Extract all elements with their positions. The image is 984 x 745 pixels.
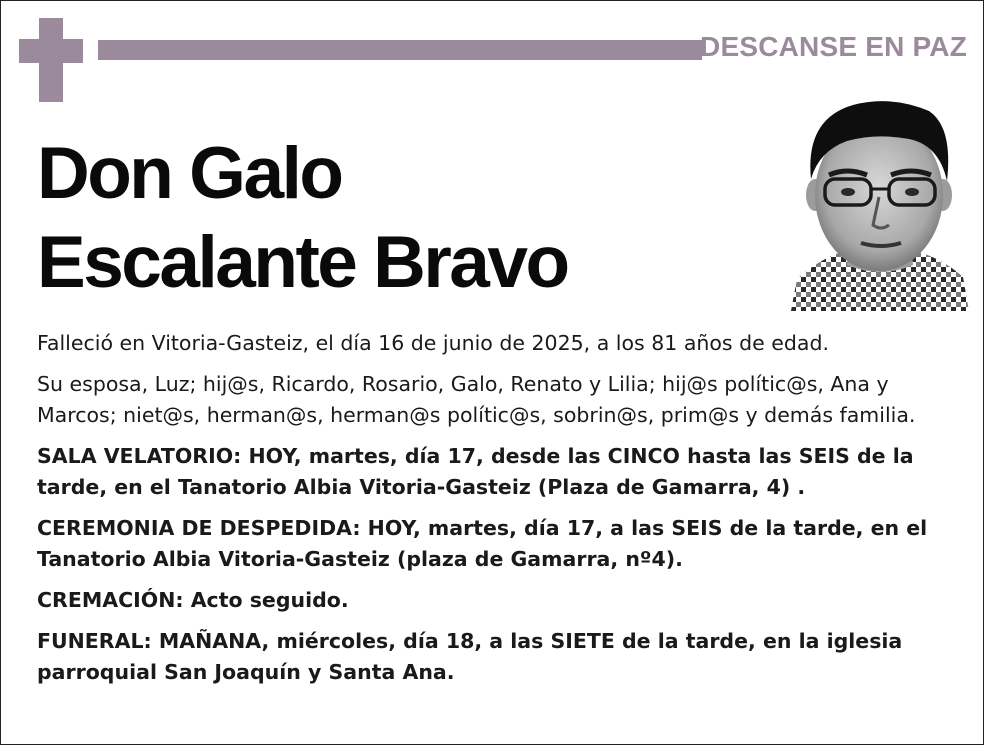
header-label: DESCANSE EN PAZ bbox=[700, 31, 967, 62]
ceremony-info: CEREMONIA DE DESPEDIDA: HOY, martes, día 17, a las SEIS de la tarde, en el Tanatorio Albia Vitoria-Gasteiz (plaza de Gamarra, nº4). bbox=[37, 516, 928, 571]
portrait-photo bbox=[791, 97, 969, 311]
deceased-name bbox=[37, 129, 568, 307]
header-bar bbox=[98, 40, 702, 60]
cremation-info: CREMACIÓN: Acto seguido. bbox=[37, 588, 349, 612]
name-line-2: Escalante Bravo bbox=[37, 222, 568, 303]
death-notice-text: Falleció en Vitoria-Gasteiz, el día 16 de junio de 2025, a los 81 años de edad. bbox=[37, 331, 829, 355]
cross-icon-horizontal bbox=[19, 39, 83, 63]
family-text: Su esposa, Luz; hij@s, Ricardo, Rosario, Galo, Renato y Lilia; hij@s polític@s, Ana y Marcos; niet@s, herman@s, herman@s polític@s, sobrin@s, prim@s y demás familia. bbox=[37, 372, 916, 427]
wake-info: SALA VELATORIO: HOY, martes, día 17, desde las CINCO hasta las SEIS de la tarde, en el Tanatorio Albia Vitoria-Gasteiz (Plaza de Gamarra, 4) . bbox=[37, 444, 914, 499]
funeral-info: FUNERAL: MAÑANA, miércoles, día 18, a las SIETE de la tarde, en la iglesia parroquial San Joaquín y Santa Ana. bbox=[37, 629, 903, 684]
name-line-1: Don Galo bbox=[37, 133, 342, 214]
obituary-body bbox=[37, 328, 937, 698]
